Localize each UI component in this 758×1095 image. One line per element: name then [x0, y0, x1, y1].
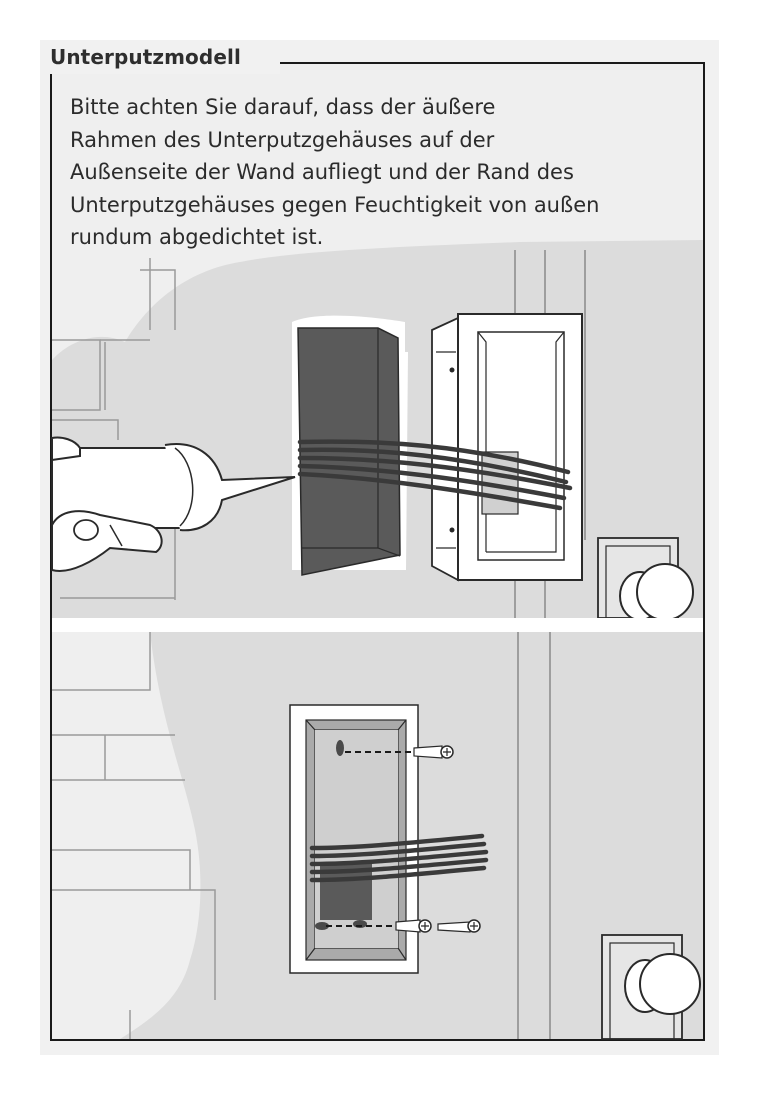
bottom-panel — [52, 632, 703, 1039]
door-knob-icon — [598, 538, 693, 620]
installed-housing — [290, 705, 418, 973]
section-heading: Unterputzmodell — [50, 45, 241, 69]
housing-frame — [432, 314, 582, 580]
instruction-line: Bitte achten Sie darauf, dass der äußere — [70, 95, 496, 119]
instruction-line: Außenseite der Wand aufliegt und der Rand des — [70, 160, 574, 184]
instruction-line: Rahmen des Unterputzgehäuses auf der — [70, 127, 495, 152]
instruction-text — [70, 91, 692, 254]
instruction-line: rundum abgedichtet ist. — [70, 225, 324, 249]
panel-divider — [52, 618, 703, 632]
instruction-line: Unterputzgehäuses gegen Feuchtigkeit von außen — [70, 192, 600, 217]
top-panel — [52, 240, 703, 620]
